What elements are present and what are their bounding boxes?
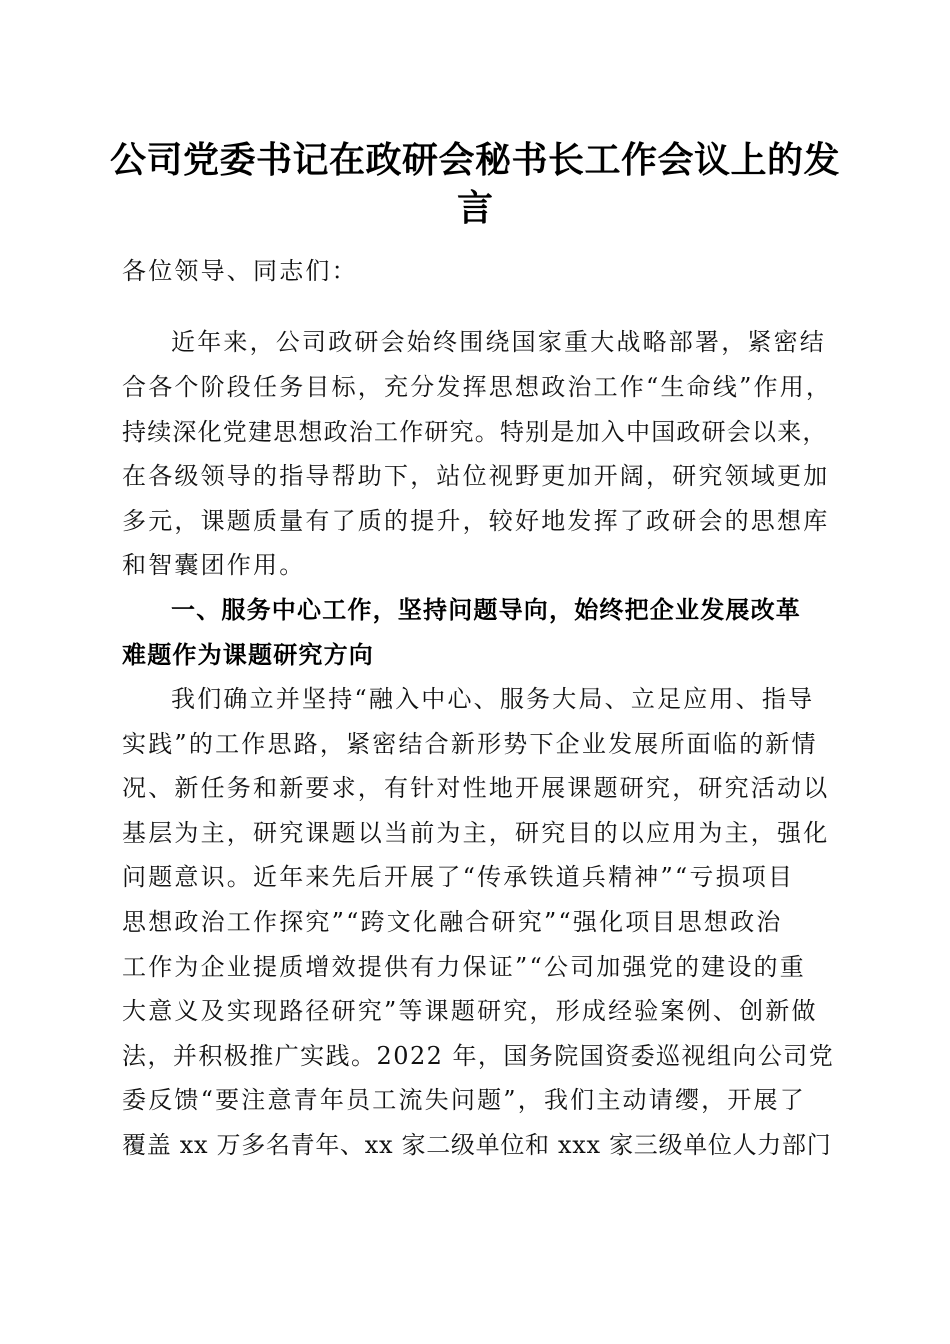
paragraph-2-line: 法，并积极推广实践。2022 年，国务院国资委巡视组向公司党 [122, 1042, 835, 1070]
paragraph-2-line: 工作为企业提质增效提供有力保证”“公司加强党的建设的重 [122, 953, 806, 981]
section-1-heading-line: 难题作为课题研究方向 [122, 641, 374, 669]
paragraph-2-line: 思想政治工作探究”“跨文化融合研究”“强化项目思想政治 [122, 908, 783, 936]
paragraph-2-line: 大意义及实现路径研究”等课题研究，形成经验案例、创新做 [122, 997, 818, 1025]
paragraph-2-line: 覆盖 xx 万多名青年、xx 家二级单位和 xxx 家三级单位人力部门 [122, 1131, 832, 1159]
paragraph-2-line: 委反馈“要注意青年员工流失问题”，我们主动请缨，开展了 [122, 1086, 806, 1114]
paragraph-2-line: 基层为主，研究课题以当前为主，研究目的以应用为主，强化 [122, 819, 830, 847]
paragraph-1-line: 合各个阶段任务目标，充分发挥思想政治工作“生命线”作用， [122, 373, 833, 401]
document-title-line-1: 公司党委书记在政研会秘书长工作会议上的发 [110, 139, 841, 181]
paragraph-1-line: 和智囊团作用。 [122, 551, 306, 579]
paragraph-1-line: 近年来，公司政研会始终围绕国家重大战略部署，紧密结 [171, 328, 826, 356]
paragraph-2-line: 况、新任务和新要求，有针对性地开展课题研究，研究活动以 [122, 774, 830, 802]
paragraph-1-line: 在各级领导的指导帮助下，站位视野更加开阔，研究领域更加 [122, 462, 830, 490]
paragraph-2-line: 我们确立并坚持“融入中心、服务大局、立足应用、指导 [171, 685, 815, 713]
paragraph-2-line: 实践”的工作思路，紧密结合新形势下企业发展所面临的新情 [122, 730, 818, 758]
section-1-heading-line: 一、服务中心工作，坚持问题导向，始终把企业发展改革 [171, 596, 801, 624]
paragraph-1-line: 持续深化党建思想政治工作研究。特别是加入中国政研会以来， [122, 418, 828, 446]
paragraph-1-line: 多元，课题质量有了质的提升，较好地发挥了政研会的思想库 [122, 507, 830, 535]
paragraph-2-line: 问题意识。近年来先后开展了“传承铁道兵精神”“亏损项目 [122, 863, 795, 891]
salutation: 各位领导、同志们： [122, 257, 358, 285]
document-title-line-2: 言 [456, 187, 493, 229]
